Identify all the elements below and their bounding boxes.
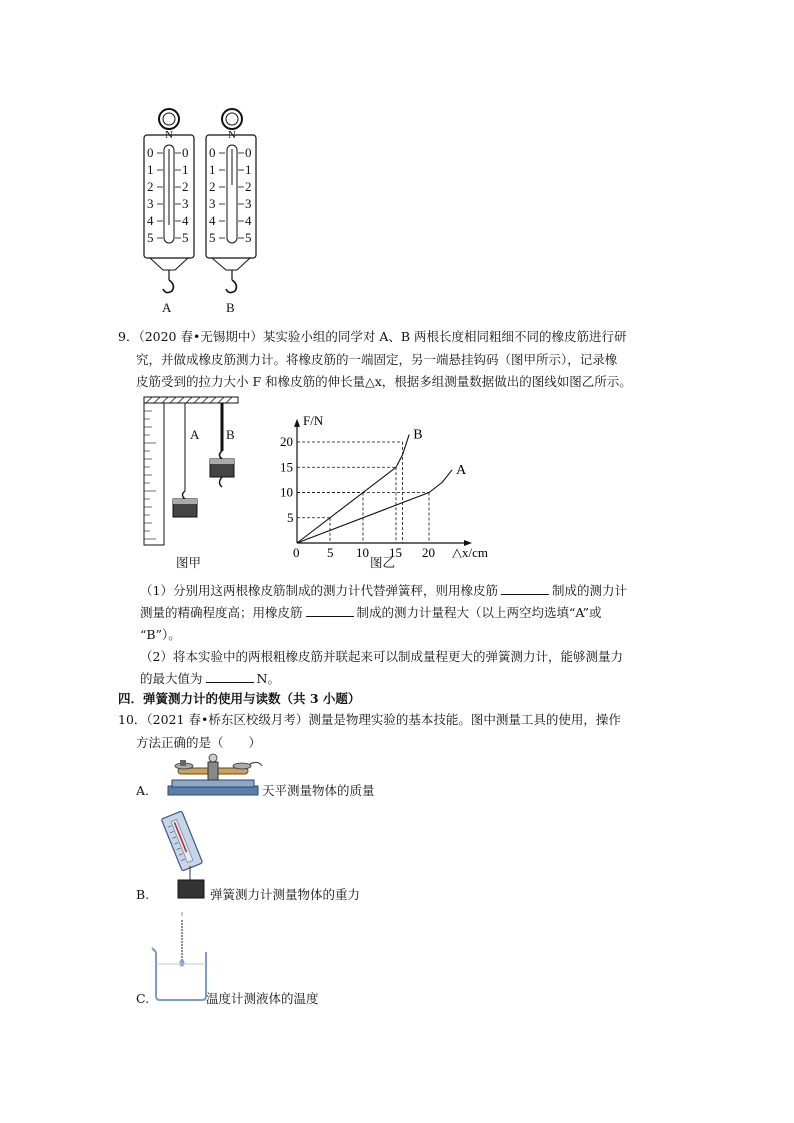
series-line-a xyxy=(297,470,452,543)
scale-b-left-tick-0: 0 xyxy=(209,145,216,160)
scale-a-right-tick-4: 4 xyxy=(182,213,189,228)
series-label-a: A xyxy=(456,462,467,478)
scale-a-label: A xyxy=(162,300,172,315)
x-tick-label-20: 20 xyxy=(422,545,435,558)
figure-jia xyxy=(140,393,250,573)
scale-b-right-tick-4: 4 xyxy=(245,213,252,228)
scale-a-left-tick-3: 3 xyxy=(147,196,154,211)
scale-b-left-tick-2: 2 xyxy=(209,179,216,194)
q10-stem-line2: 方法正确的是（ ） xyxy=(136,735,262,750)
q9-part2-text-c: N。 xyxy=(256,671,280,686)
q10-option-a[interactable] xyxy=(136,748,436,804)
scale-b-right-tick-2: 2 xyxy=(245,179,252,194)
series-label-b: B xyxy=(413,427,423,443)
q9-part1-text-b: 制成的测力计 xyxy=(551,583,627,598)
scale-a-left-tick-1: 1 xyxy=(147,162,154,177)
scale-b-right-tick-3: 3 xyxy=(245,196,252,211)
q9-stem-line3: 皮筋受到的拉力大小 F 和橡皮筋的伸长量△x，根据多组测量数据做出的图线如图乙所示。 xyxy=(136,374,632,389)
y-axis-arrow xyxy=(294,419,300,427)
scale-b-left-tick-4: 4 xyxy=(209,213,216,228)
scale-b-label: B xyxy=(226,300,235,315)
q9-part2-line1: （2）将本实验中的两根粗橡皮筋并联起来可以制成量程更大的弹簧测力计，能够测量力 xyxy=(140,649,623,664)
q10-option-b-letter: B. xyxy=(136,887,150,902)
scale-a-right-tick-1: 1 xyxy=(182,162,189,177)
q9-part1-text-a: （1）分别用这两根橡皮筋制成的测力计代替弹簧秤，则用橡皮筋 xyxy=(140,583,498,598)
scale-a-right-tick-3: 3 xyxy=(182,196,189,211)
q9-answer-blank-2[interactable] xyxy=(306,604,354,617)
q10-stem-line1: 10．（2021 春•桥东区校级月考）测量是物理实验的基本技能。图中测量工具的使用，操作 xyxy=(118,712,621,727)
y-tick-label-20: 20 xyxy=(280,434,293,449)
q10-option-a-text: 天平测量物体的质量 xyxy=(262,783,375,798)
rubber-band-hanging-drawing xyxy=(140,393,250,553)
band-a-label: A xyxy=(190,427,200,442)
q9-part1-line1 xyxy=(140,582,627,600)
scale-b-left-tick-3: 3 xyxy=(209,196,216,211)
q9-part2-text-b: 的最大值为 xyxy=(140,671,203,686)
q9-part1-line2 xyxy=(140,604,602,622)
x-tick-label-0: 0 xyxy=(293,545,300,558)
y-axis-label: F/N xyxy=(303,412,324,428)
band-b-label: B xyxy=(226,427,235,442)
scale-a-left-tick-0: 0 xyxy=(147,145,154,160)
scale-a-right-tick-5: 5 xyxy=(182,230,189,245)
q10-option-c-text: 温度计测液体的温度 xyxy=(206,991,319,1006)
scale-a-unit: N xyxy=(165,129,173,141)
q10-option-c-letter: C. xyxy=(136,991,150,1006)
x-tick-label-5: 5 xyxy=(327,545,334,558)
figure-yi-caption: 图乙 xyxy=(370,555,396,570)
scale-a-left-tick-2: 2 xyxy=(147,179,154,194)
scale-b-right-tick-5: 5 xyxy=(245,230,252,245)
figure-jia-caption: 图甲 xyxy=(176,555,202,570)
force-extension-chart xyxy=(275,393,515,558)
q9-answer-blank-3[interactable] xyxy=(206,670,254,683)
x-axis-label: △x/cm xyxy=(452,545,488,558)
balance-scale-image xyxy=(164,748,264,798)
thermometer-beaker-image xyxy=(150,908,210,1004)
series-line-b xyxy=(297,434,409,543)
q9-part2-line2 xyxy=(140,670,280,688)
q9-part1-line3: “B”）。 xyxy=(140,627,181,642)
figure-yi xyxy=(275,393,515,573)
y-tick-label-5: 5 xyxy=(287,509,294,525)
q10-option-a-letter: A. xyxy=(136,783,150,798)
q9-part1-text-c: 测量的精确程度高；用橡皮筋 xyxy=(140,605,303,620)
q10-option-b[interactable] xyxy=(136,808,436,903)
y-tick-label-10: 10 xyxy=(280,484,293,500)
tilted-spring-scale-image xyxy=(154,808,214,900)
scale-a-right-tick-0: 0 xyxy=(182,145,189,160)
x-tick-label-15: 15 xyxy=(389,545,402,558)
scale-b-left-tick-1: 1 xyxy=(209,162,216,177)
scale-b-right-tick-0: 0 xyxy=(245,145,252,160)
q10-option-b-text: 弹簧测力计测量物体的重力 xyxy=(210,887,361,902)
scale-b-unit: N xyxy=(228,129,236,141)
scale-a-left-tick-5: 5 xyxy=(147,230,154,245)
scale-b-left-tick-5: 5 xyxy=(209,230,216,245)
q9-part1-text-d: 制成的测力计量程大（以上两空均选填“A”或 xyxy=(356,605,602,620)
scale-a-right-tick-2: 2 xyxy=(182,179,189,194)
y-tick-label-15: 15 xyxy=(280,459,293,475)
scale-a-left-tick-4: 4 xyxy=(147,213,154,228)
x-tick-label-10: 10 xyxy=(356,545,369,558)
q9-stem-line2: 究，并做成橡皮筋测力计。将橡皮筋的一端固定，另一端悬挂钩码（图甲所示），记录橡 xyxy=(136,352,618,367)
spring-scales-figure xyxy=(140,105,280,320)
scale-b-right-tick-1: 1 xyxy=(245,162,252,177)
q10-option-c[interactable] xyxy=(136,908,436,1008)
section4-title: 四．弹簧测力计的使用与读数（共 3 小题） xyxy=(118,691,361,706)
q9-answer-blank-1[interactable] xyxy=(501,582,549,595)
q9-stem-line1: 9．（2020 春•无锡期中）某实验小组的同学对 A、B 两根长度相同粗细不同的橡皮筋进行研 xyxy=(118,329,627,344)
